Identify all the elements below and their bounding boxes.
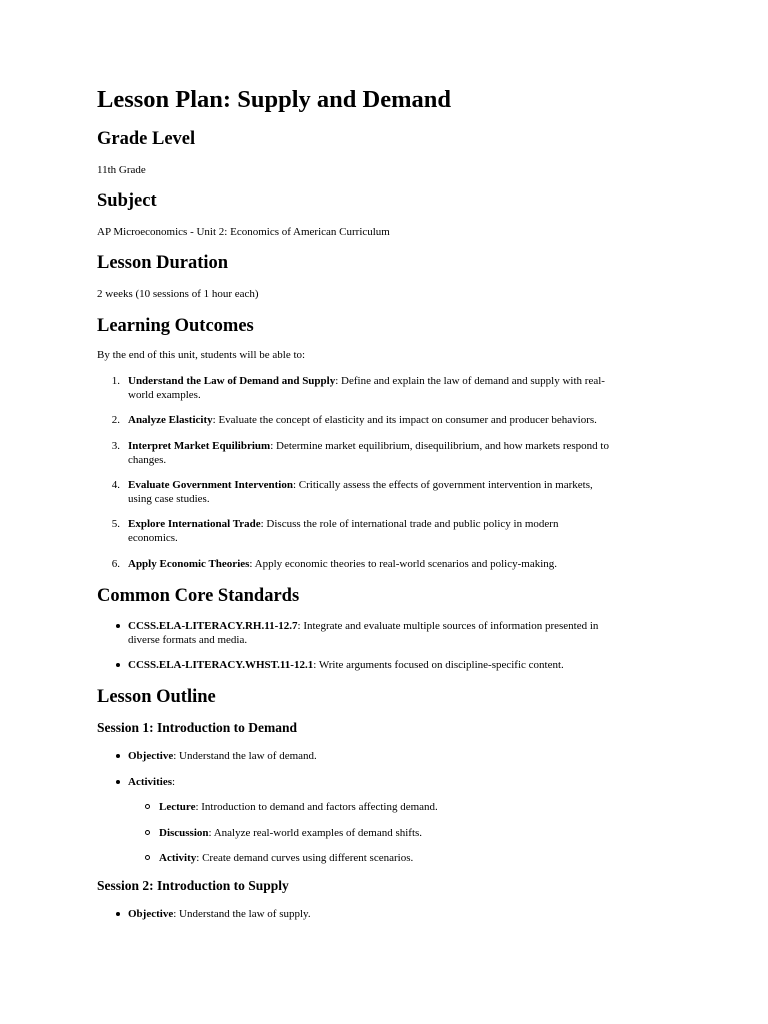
standard-code: CCSS.ELA-LITERACY.WHST.11-12.1: [128, 659, 314, 671]
page-title: Lesson Plan: Supply and Demand: [97, 86, 452, 113]
outcome-text: : Discuss the role of international trade and public policy in modern: [260, 518, 559, 530]
outcome-text-continued: world examples.: [128, 389, 201, 401]
activity-text: : Analyze real-world examples of demand shifts.: [208, 827, 423, 839]
outcome-text-continued: economics.: [128, 532, 178, 544]
outcome-term: Interpret Market Equilibrium: [128, 440, 271, 452]
objective-text: : Understand the law of supply.: [173, 908, 311, 920]
learning-outcomes-heading: Learning Outcomes: [97, 316, 254, 336]
outcome-text: : Critically assess the effects of government intervention in markets,: [292, 479, 593, 491]
grade-level-heading: Grade Level: [97, 129, 196, 149]
activity-term: Discussion: [159, 827, 209, 839]
outcome-term: Evaluate Government Intervention: [128, 479, 293, 491]
activities-label: Activities: [128, 776, 172, 788]
outcome-number: 4.: [111, 479, 120, 491]
activities-colon: :: [171, 776, 176, 788]
standard-text-continued: diverse formats and media.: [128, 634, 248, 646]
outcome-text: : Define and explain the law of demand and supply with real-: [335, 375, 605, 387]
activity-term: Lecture: [159, 801, 196, 813]
activity-text: : Create demand curves using different scenarios.: [196, 852, 414, 864]
bullet-icon: [116, 754, 120, 758]
learning-outcomes-intro: By the end of this unit, students will be able to:: [97, 349, 306, 361]
outcome-number: 1.: [111, 375, 120, 387]
bullet-icon: [116, 780, 120, 784]
outcome-term: Apply Economic Theories: [128, 558, 250, 570]
standard-code: CCSS.ELA-LITERACY.RH.11-12.7: [128, 620, 298, 632]
grade-level-text: 11th Grade: [97, 164, 146, 176]
subject-heading: Subject: [97, 191, 157, 211]
outcome-text: : Apply economic theories to real-world scenarios and policy-making.: [249, 558, 558, 570]
bullet-icon: [116, 663, 120, 667]
standards-heading: Common Core Standards: [97, 586, 300, 606]
circle-bullet-icon: [145, 855, 150, 860]
activity-term: Activity: [159, 852, 197, 864]
duration-text: 2 weeks (10 sessions of 1 hour each): [97, 288, 259, 300]
objective-text: : Understand the law of demand.: [173, 750, 317, 762]
outcome-term: Understand the Law of Demand and Supply: [128, 375, 336, 387]
standard-text: : Integrate and evaluate multiple sources of information presented in: [297, 620, 599, 632]
outcome-text: : Evaluate the concept of elasticity and its impact on consumer and producer behaviors.: [212, 414, 597, 426]
objective-label: Objective: [128, 908, 174, 920]
outcome-number: 6.: [111, 558, 120, 570]
session-2-heading: Session 2: Introduction to Supply: [97, 878, 289, 893]
circle-bullet-icon: [145, 830, 150, 835]
outcome-text-continued: using case studies.: [128, 493, 210, 505]
session-1-heading: Session 1: Introduction to Demand: [97, 720, 298, 735]
objective-label: Objective: [128, 750, 174, 762]
outcome-number: 2.: [111, 414, 120, 426]
outcome-term: Analyze Elasticity: [128, 414, 213, 426]
outcome-term: Explore International Trade: [128, 518, 261, 530]
outcome-number: 5.: [111, 518, 120, 530]
lesson-outline-heading: Lesson Outline: [97, 687, 216, 707]
outcome-text: : Determine market equilibrium, disequilibrium, and how markets respond to: [270, 440, 609, 452]
circle-bullet-icon: [145, 804, 150, 809]
duration-heading: Lesson Duration: [97, 253, 229, 273]
bullet-icon: [116, 912, 120, 916]
activity-text: : Introduction to demand and factors affecting demand.: [195, 801, 438, 813]
outcome-number: 3.: [111, 440, 120, 452]
outcome-text-continued: changes.: [128, 454, 167, 466]
bullet-icon: [116, 624, 120, 628]
subject-text: AP Microeconomics - Unit 2: Economics of American Curriculum: [97, 226, 390, 238]
standard-text: : Write arguments focused on discipline-specific content.: [313, 659, 564, 671]
